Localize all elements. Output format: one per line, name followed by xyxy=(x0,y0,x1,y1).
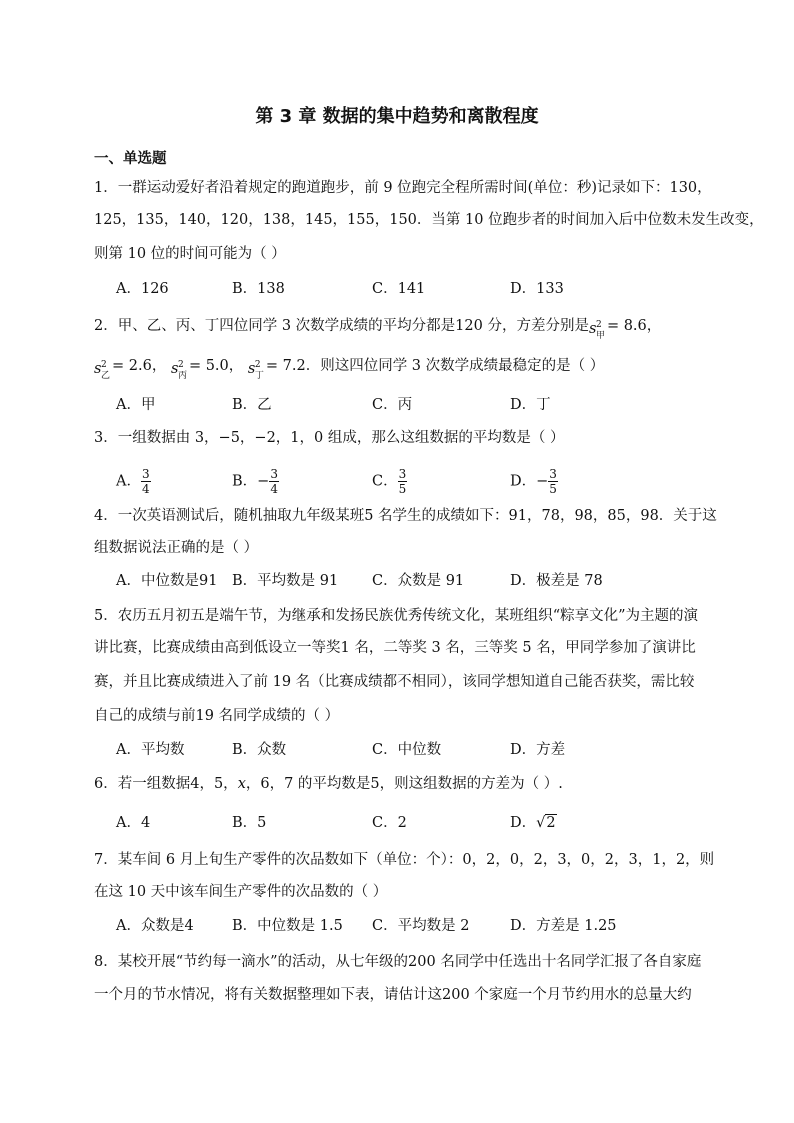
numerator: 3 xyxy=(270,467,278,481)
q7-options xyxy=(116,915,716,937)
q6-option-c[interactable]: C．2 xyxy=(372,815,407,831)
q4-line-1: 4．一次英语测试后，随机抽取九年级某班5 名学生的成绩如下：91，78，98，85，98．关于这 xyxy=(94,508,717,524)
minus-sign: − xyxy=(257,473,270,490)
q3-option-c[interactable] xyxy=(372,467,407,496)
q1-line-1: 1．一群运动爱好者沿着规定的跑道跑步，前 9 位跑完全程所需时间(单位：秒)记录如下：130， xyxy=(94,180,712,196)
q1-option-c[interactable]: C．141 xyxy=(372,281,426,297)
exp-2: 2 xyxy=(254,360,261,370)
q3-options xyxy=(116,462,716,496)
denominator: 5 xyxy=(398,482,407,496)
q6-option-d[interactable] xyxy=(510,812,557,834)
exp-2: 2 xyxy=(101,360,107,370)
fraction xyxy=(269,467,279,496)
q5-line-3: 赛，并且比赛成绩进入了前 19 名（比赛成绩都不相同），该同学想知道自己能否获奖，需比较 xyxy=(94,674,695,690)
fraction xyxy=(548,467,558,496)
q3-label-d: D． xyxy=(510,473,537,490)
q7-line-1: 7．某车间 6 月上旬生产零件的次品数如下（单位：个）：0，2，0，2，3，0，2，3，1，2，则 xyxy=(94,852,715,868)
exp-2: 2 xyxy=(177,360,184,370)
sqrt-icon: √2 xyxy=(536,815,556,831)
s-symbol: s xyxy=(170,361,179,377)
q5-line-4: 自己的成绩与前19 名同学成绩的（ ） xyxy=(94,708,340,724)
variance-yi xyxy=(94,357,112,381)
q6-option-a[interactable]: A．4 xyxy=(116,815,151,831)
q3-label-c: C． xyxy=(372,473,398,490)
q1-option-b[interactable]: B．138 xyxy=(232,281,285,297)
numerator: 3 xyxy=(549,467,557,481)
variance-jia xyxy=(588,317,607,341)
fraction xyxy=(141,467,151,496)
numerator: 3 xyxy=(398,467,407,481)
q5-line-2: 讲比赛，比赛成绩由高到低设立一等奖1 名，二等奖 3 名，三等奖 5 名，甲同学参加了演讲比 xyxy=(94,640,696,656)
q7-option-a[interactable]: A．众数是4 xyxy=(116,918,194,934)
q1-option-a[interactable]: A．126 xyxy=(116,281,169,297)
q2-val-yi: = 2.6， xyxy=(112,358,167,374)
q3-option-a[interactable] xyxy=(116,467,151,496)
q2-options xyxy=(116,394,716,416)
q2-text-2: = 8.6， xyxy=(606,318,662,334)
s-symbol: s xyxy=(94,361,102,377)
q2-option-b[interactable]: B．乙 xyxy=(232,397,272,413)
q1-line-2: 125，135，140，120，138，145，155，150．当第 10 位跑步者的时间加入后中位数未发生改变， xyxy=(94,212,764,228)
q4-option-a[interactable]: A．中位数是91 xyxy=(116,573,218,589)
q2-text-1: 2．甲、乙、丙、丁四位同学 3 次数学成绩的平均分都是120 分，方差分别是 xyxy=(94,318,589,334)
q6-options xyxy=(116,812,716,834)
q3-label-b: B． xyxy=(232,473,258,490)
q4-option-d[interactable]: D．极差是 78 xyxy=(510,573,603,589)
q5-option-a[interactable]: A．平均数 xyxy=(116,742,185,758)
q7-option-b[interactable]: B．中位数是 1.5 xyxy=(232,918,343,934)
q8-line-2: 一个月的节水情况，将有关数据整理如下表，请估计这200 个家庭一个月节约用水的总量大约 xyxy=(94,987,692,1003)
q4-options xyxy=(116,570,716,592)
q1-option-d[interactable]: D．133 xyxy=(510,281,564,297)
q1-line-3: 则第 10 位的时间可能为（ ） xyxy=(94,246,286,262)
q4-line-2: 组数据说法正确的是（ ） xyxy=(94,540,259,556)
q4-option-c[interactable]: C．众数是 91 xyxy=(372,573,465,589)
sub-bing: 丙 xyxy=(177,371,187,381)
q2-val-ding: = 7.2．则这四位同学 3 次数学成绩最稳定的是（ ） xyxy=(265,358,605,374)
denominator: 5 xyxy=(549,482,557,496)
q6-text-a: 6．若一组数据4，5， xyxy=(94,776,238,792)
fraction xyxy=(398,467,408,496)
sub-ding: 丁 xyxy=(254,371,264,381)
denominator: 4 xyxy=(270,482,278,496)
q3-option-b[interactable] xyxy=(232,467,279,496)
page-title: 第 3 章 数据的集中趋势和离散程度 xyxy=(255,106,539,127)
denominator: 4 xyxy=(141,482,150,496)
q2-option-a[interactable]: A．甲 xyxy=(116,397,156,413)
q5-option-b[interactable]: B．众数 xyxy=(232,742,287,758)
q2-option-d[interactable]: D．丁 xyxy=(510,397,551,413)
q3-label-a: A． xyxy=(116,473,141,490)
q2-option-c[interactable]: C．丙 xyxy=(372,397,413,413)
q4-option-b[interactable]: B．平均数是 91 xyxy=(232,573,339,589)
q3-option-d[interactable] xyxy=(510,467,558,496)
q6-text-b: ，6，7 的平均数是5，则这组数据的方差为（ ）. xyxy=(245,776,563,792)
variable-x: x xyxy=(237,776,246,792)
s-symbol: s xyxy=(247,361,256,377)
q5-options xyxy=(116,739,716,761)
q7-option-d[interactable]: D．方差是 1.25 xyxy=(510,918,617,934)
variance-ding xyxy=(247,357,266,381)
q2-line-2 xyxy=(94,356,714,381)
q6-label-d: D． xyxy=(510,815,537,831)
sub-jia: 甲 xyxy=(595,331,605,341)
numerator: 3 xyxy=(141,467,150,481)
q2-line-1 xyxy=(94,316,714,341)
q5-line-1: 5．农历五月初五是端午节，为继承和发扬民族优秀传统文化，某班组织“粽享文化”为主题的演 xyxy=(94,608,699,624)
minus-sign: − xyxy=(536,473,549,490)
q7-line-2: 在这 10 天中该车间生产零件的次品数的（ ） xyxy=(94,884,388,900)
sub-yi: 乙 xyxy=(101,371,111,381)
q6-line-1 xyxy=(94,774,714,794)
q7-option-c[interactable]: C．平均数是 2 xyxy=(372,918,470,934)
q6-option-b[interactable]: B．5 xyxy=(232,815,267,831)
q1-options xyxy=(116,278,716,300)
section-heading: 一、单选题 xyxy=(94,151,167,167)
q8-line-1: 8．某校开展“节约每一滴水”的活动，从七年级的200 名同学中任选出十名同学汇报了各自家庭 xyxy=(94,954,702,970)
radicand: 2 xyxy=(546,815,556,831)
q5-option-c[interactable]: C．中位数 xyxy=(372,742,442,758)
q5-option-d[interactable]: D．方差 xyxy=(510,742,566,758)
exp-2: 2 xyxy=(595,320,602,330)
q3-line-1: 3．一组数据由 3，−5，−2，1，0 组成，那么这组数据的平均数是（ ） xyxy=(94,430,565,446)
q2-val-bing: = 5.0， xyxy=(188,358,244,374)
variance-bing xyxy=(170,357,189,381)
s-symbol: s xyxy=(588,321,597,337)
